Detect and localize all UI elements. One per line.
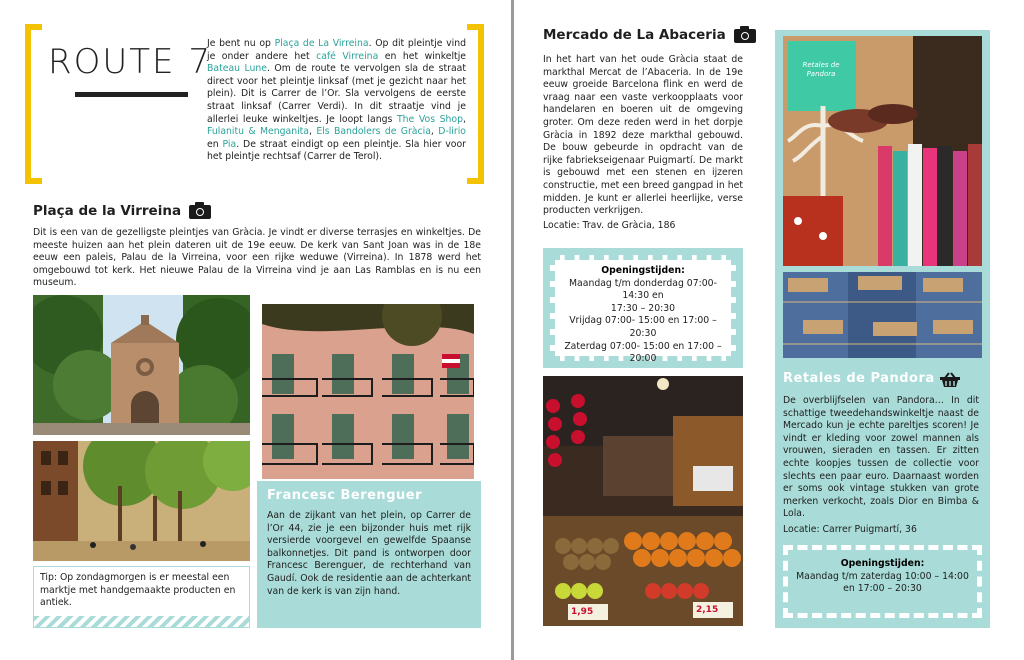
berenguer-building-photo <box>262 304 474 479</box>
pandora-text: De overblijfselen van Pandora… In dit schattige tweedehandswinkeltje naast de Mercado kun je echte pareltjes scoren! Je vindt er kleding voor zowel mannen als vrouwen, sieraden en tassen. Er zitten echte koopjes tussen de collectie voor slechts een paar euro. Daarnaast worden er soms ook vintage stukken van grote merken verkocht, zoals Dior en Bimba & Lola. <box>783 395 979 520</box>
shopping-basket-icon <box>939 372 959 386</box>
right-yellow-bracket <box>467 24 484 184</box>
intro-text-run: . De straat eindigt op een pleintje. Sla hier voor het pleintje rechtsaf (Carrer de Terol). <box>207 138 466 163</box>
pandora-hours-box <box>783 545 982 618</box>
jeans-photo <box>783 272 982 358</box>
market-photo <box>543 376 743 626</box>
route-intro-text <box>207 38 466 164</box>
shop-interior-photo <box>783 36 982 266</box>
intro-text-run: . Op dit pleintje vind je onder andere het <box>207 38 466 62</box>
church-photo <box>33 295 250 435</box>
plaza-heading-text: Plaça de la Virreina <box>33 203 182 219</box>
shop-link[interactable]: café Virreina <box>316 50 379 62</box>
pandora-hours-line: en 17:00 – 20:30 <box>843 583 922 595</box>
intro-text-run: , <box>430 126 439 138</box>
intro-text-run: en het winkeltje <box>378 50 466 62</box>
plaza-text: Dit is een van de gezelligste pleintjes van Gràcia. Je vindt er diverse terrasjes en winkeltjes. De meeste huizen aan het plein dateren uit de 19e eeuw. De kerk van Sant Joan was in de 18e eeuw een paleis, Palau de la Virreina, voor een rijke weduwe (Virreina). In 1878 werd het omgebouwd tot kerk. Het nieuwe Palau de la Virreina vind je aan Las Ramblas en is nu een museum. <box>33 227 481 289</box>
mercado-hours-panel <box>543 248 743 368</box>
shop-sign: Retales de Pandora <box>802 61 840 78</box>
pandora-heading <box>783 371 959 386</box>
mercado-heading-text: Mercado de La Abaceria <box>543 27 726 43</box>
left-yellow-bracket <box>25 24 42 184</box>
pandora-hours-title: Openingstijden: <box>840 558 925 569</box>
plaza-heading <box>33 203 211 219</box>
tip-box <box>33 566 250 628</box>
shop-link[interactable]: Fulanitu & Menganita <box>207 126 310 138</box>
tip-text: Tip: Op zondagmorgen is er meestal een marktje met handgemaakte producten en antiek. <box>40 572 236 609</box>
price-tag: 1,95 <box>571 607 594 617</box>
intro-text-run: Je bent nu op <box>207 38 275 49</box>
mercado-location: Locatie: Trav. de Gràcia, 186 <box>543 220 676 231</box>
intro-text-run: , <box>309 126 317 138</box>
shop-link[interactable]: Plaça de La Virreina <box>274 38 369 49</box>
mercado-hours-line: Zaterdag 07:00- 15:00 en 17:00 – 20:00 <box>564 340 722 365</box>
intro-text-run: en <box>207 138 223 150</box>
mercado-hours-title: Openingstijden: <box>601 265 685 276</box>
mercado-hours-line: Vrijdag 07:00- 15:00 en 17:00 – 20:30 <box>569 315 717 339</box>
berenguer-text: Aan de zijkant van het plein, op Carrer de l’Or 44, zie je een bijzonder huis met rijk versierde voorgevel en gewelfde Spaanse balkonnetjes. Dit pand is ontworpen door Francesc Berenguer, de rechterhand van Gaudí. Ook de residentie aan de achterkant van de kerk is van zijn hand. <box>267 510 471 597</box>
route-title-underline <box>75 92 188 97</box>
pandora-location: Locatie: Carrer Puigmartí, 36 <box>783 524 917 535</box>
shop-link[interactable]: The Vos Shop <box>396 113 464 125</box>
left-page <box>0 0 511 660</box>
plaza-square-photo <box>33 441 250 561</box>
shop-link[interactable]: D-lirio <box>438 126 466 138</box>
route-title: ROUTE 7 <box>48 42 212 82</box>
shop-link[interactable]: Bateau Lune <box>207 63 268 75</box>
mercado-text: In het hart van het oude Gràcia staat de markthal Mercat de l’Abaceria. In de 19e eeuw groeide Barcelona flink en werd de vraag naar een vaste verkoopplaats voor handelaren en boeren uit de omgeving groter. Om deze reden werd in het dorpje Gràcia in 1892 deze markthal gebouwd. De bouw gebeurde in opdracht van de rijke fabriekseigenaar Puigmartí. De markt is gebouwd met een stenen en ijzeren constructie, met een breed gangpad in het midden. Je kunt er allerlei heerlijke, verse producten verkrijgen. <box>543 54 743 217</box>
mercado-heading <box>543 27 756 43</box>
intro-text-run: . Om de route te vervolgen sla de straat direct voor het pleintje linksaf (met je gezicht naar het plein). Dit is Carrer de l’Or. Sla vervolgens de eerste straat linksaf (Carrer Verdi). In dit straatje vind je allerlei leuke winkeltjes. Je loopt langs <box>207 63 466 125</box>
shop-link[interactable]: Pia <box>222 138 237 150</box>
camera-icon <box>189 205 211 219</box>
mercado-hours-box <box>550 255 736 365</box>
shop-link[interactable]: Els Bandolers de Gràcia <box>316 126 431 138</box>
mercado-hours-line: 17:30 – 20:30 <box>610 302 676 314</box>
intro-text-run: , <box>463 113 466 125</box>
price-tag: 2,15 <box>696 605 719 615</box>
pandora-heading-text: Retales de Pandora <box>783 371 935 386</box>
camera-icon <box>734 29 756 43</box>
berenguer-heading: Francesc Berenguer <box>267 488 422 503</box>
berenguer-box <box>257 481 481 628</box>
pandora-hours-line: Maandag t/m zaterdag 10:00 – 14:00 <box>796 570 969 582</box>
mercado-hours-line: Maandag t/m donderdag 07:00- 14:30 en <box>569 277 717 302</box>
